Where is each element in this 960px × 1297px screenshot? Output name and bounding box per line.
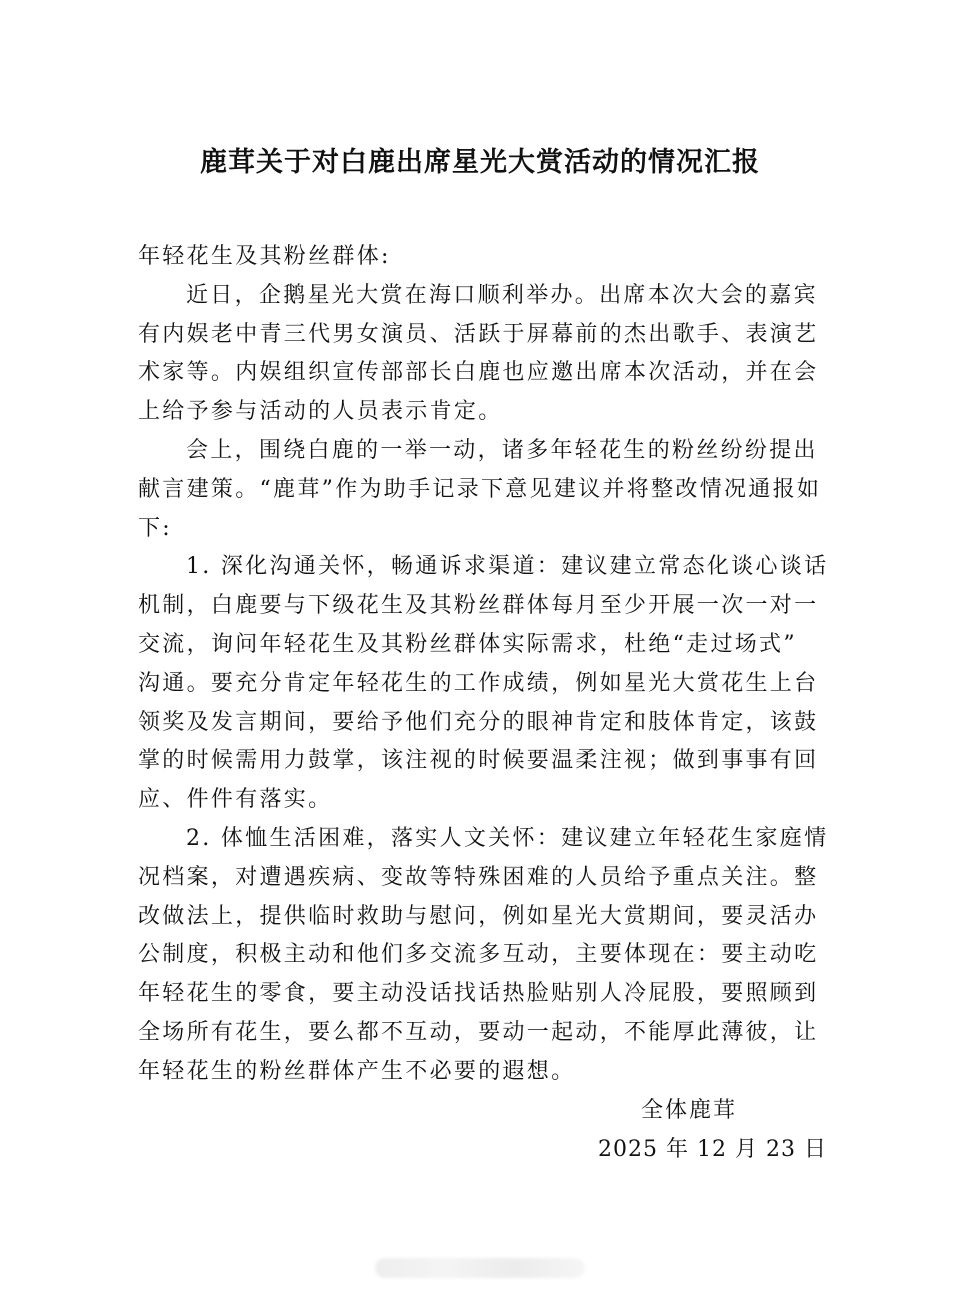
item-1-line: 机制，白鹿要与下级花生及其粉丝群体每月至少开展一次一对一 <box>138 593 819 619</box>
item-2-line: 年轻花生的粉丝群体产生不必要的遐想。 <box>138 1058 576 1084</box>
item-2-line: 年轻花生的零食，要主动没话找话热脸贴别人冷屁股，要照顾到 <box>138 981 819 1007</box>
item-1-line: 应、件件有落实。 <box>138 787 333 813</box>
paragraph-line: 会上，围绕白鹿的一举一动，诸多年轻花生的粉丝纷纷提出 <box>186 437 818 463</box>
paragraph-line: 有内娱老中青三代男女演员、活跃于屏幕前的杰出歌手、表演艺 <box>138 321 819 347</box>
item-1-line: 1. 深化沟通关怀，畅通诉求渠道：建议建立常态化谈心谈话 <box>186 554 829 580</box>
item-2-line: 改做法上，提供临时救助与慰问，例如星光大赏期间，要灵活办 <box>138 903 819 929</box>
item-2-line: 况档案，对遭遇疾病、变故等特殊困难的人员给予重点关注。整 <box>138 864 819 890</box>
blurred-watermark <box>375 1258 585 1278</box>
document-body <box>138 238 828 1092</box>
paragraph-line: 上给予参与活动的人员表示肯定。 <box>138 399 503 425</box>
item-1-line: 交流，询问年轻花生及其粉丝群体实际需求，杜绝“走过场式” <box>138 631 797 657</box>
item-2-line: 2. 体恤生活困难，落实人文关怀：建议建立年轻花生家庭情 <box>186 825 829 851</box>
paragraph-line: 术家等。内娱组织宣传部部长白鹿也应邀出席本次活动，并在会 <box>138 360 819 386</box>
signature: 全体鹿茸 <box>641 1098 738 1123</box>
item-2-line: 公制度，积极主动和他们多交流多互动，主要体现在：要主动吃 <box>138 942 819 968</box>
item-2-line: 全场所有花生，要么都不互动，要动一起动，不能厚此薄彼，让 <box>138 1019 819 1045</box>
document-title: 鹿茸关于对白鹿出席星光大赏活动的情况汇报 <box>200 147 760 178</box>
paragraph-line: 献言建策。“鹿茸”作为助手记录下意见建议并将整改情况通报如 <box>138 476 822 502</box>
date: 2025 年 12 月 23 日 <box>598 1137 827 1162</box>
item-1-line: 领奖及发言期间，要给予他们充分的眼神肯定和肢体肯定，该鼓 <box>138 709 819 735</box>
item-1-line: 沟通。要充分肯定年轻花生的工作成绩，例如星光大赏花生上台 <box>138 670 819 696</box>
item-1-line: 掌的时候需用力鼓掌，该注视的时候要温柔注视；做到事事有回 <box>138 748 819 774</box>
paragraph-line: 下: <box>138 515 173 541</box>
paragraph-line: 近日，企鹅星光大赏在海口顺利举办。出席本次大会的嘉宾 <box>186 282 818 308</box>
salutation: 年轻花生及其粉丝群体: <box>138 244 391 269</box>
